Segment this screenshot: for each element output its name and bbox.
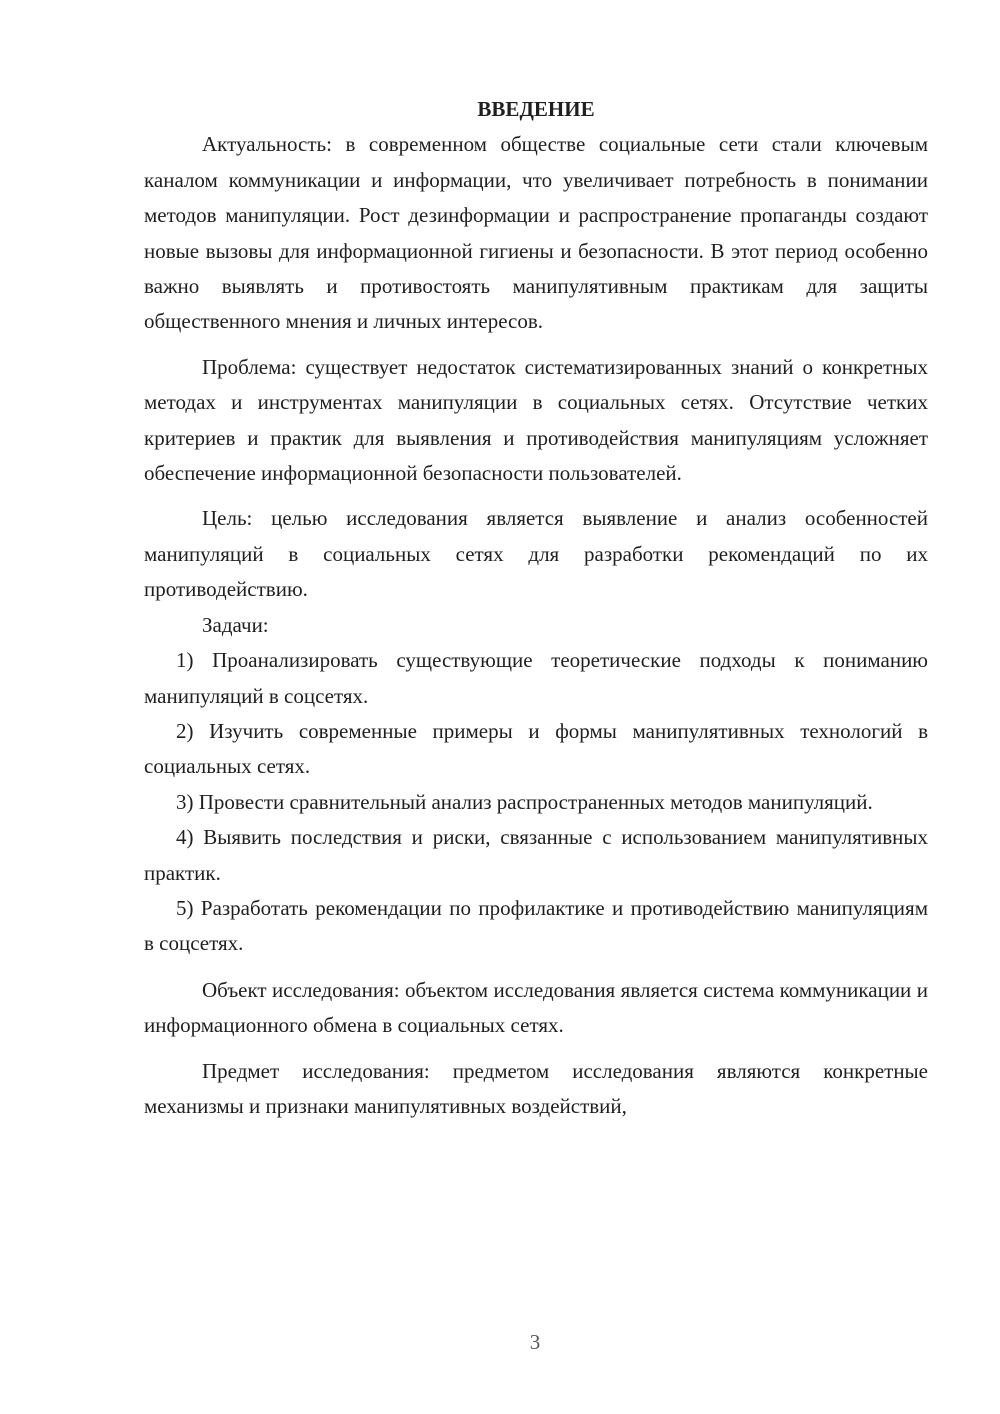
paragraph-goal: Цель: целью исследования является выявление и анализ особенностей манипуляций в социальных сетях для разработки рекомендаций по их противодействию.: [144, 506, 928, 602]
task-item-5: 5) Разработать рекомендации по профилактике и противодействию манипуляциям в соцсетях.: [144, 895, 928, 956]
tasks-label: Задачи:: [202, 612, 269, 637]
task-item-4: 4) Выявить последствия и риски, связанные с использованием манипулятивных практик.: [144, 825, 928, 885]
document-body: [144, 92, 928, 1124]
paragraph-subject: Предмет исследования: предметом исследования являются конкретные механизмы и признаки манипулятивных воздействий,: [144, 1058, 928, 1118]
paragraph-relevance: Актуальность: в современном обществе социальные сети стали ключевым каналом коммуникации и информации, что увеличивает потребность в понимании методов манипуляции. Рост дезинформации и распространение пропаганды создают новые вызовы для информационной гигиены и безопасности. В этот период особенно важно выявлять и противостоять манипулятивным практикам для защиты общественного мнения и личных интересов.: [144, 132, 928, 334]
task-item-1: 1) Проанализировать существующие теоретические подходы к пониманию манипуляций в соцсетях.: [144, 648, 928, 708]
task-item-3: 3) Провести сравнительный анализ распространенных методов манипуляций.: [176, 789, 873, 814]
paragraph-problem: Проблема: существует недостаток систематизированных знаний о конкретных методах и инструментах манипуляции в социальных сетях. Отсутствие четких критериев и практик для выявления и противодействия манипуляциям усложняет обеспечение информационной безопасности пользователей.: [144, 354, 928, 486]
task-item-2: 2) Изучить современные примеры и формы манипулятивных технологий в социальных сетях.: [144, 718, 928, 779]
paragraph-object: Объект исследования: объектом исследования является система коммуникации и информационного обмена в социальных сетях.: [144, 977, 928, 1038]
page-number: 3: [529, 1330, 541, 1354]
section-heading: ВВЕДЕНИЕ: [477, 97, 595, 121]
